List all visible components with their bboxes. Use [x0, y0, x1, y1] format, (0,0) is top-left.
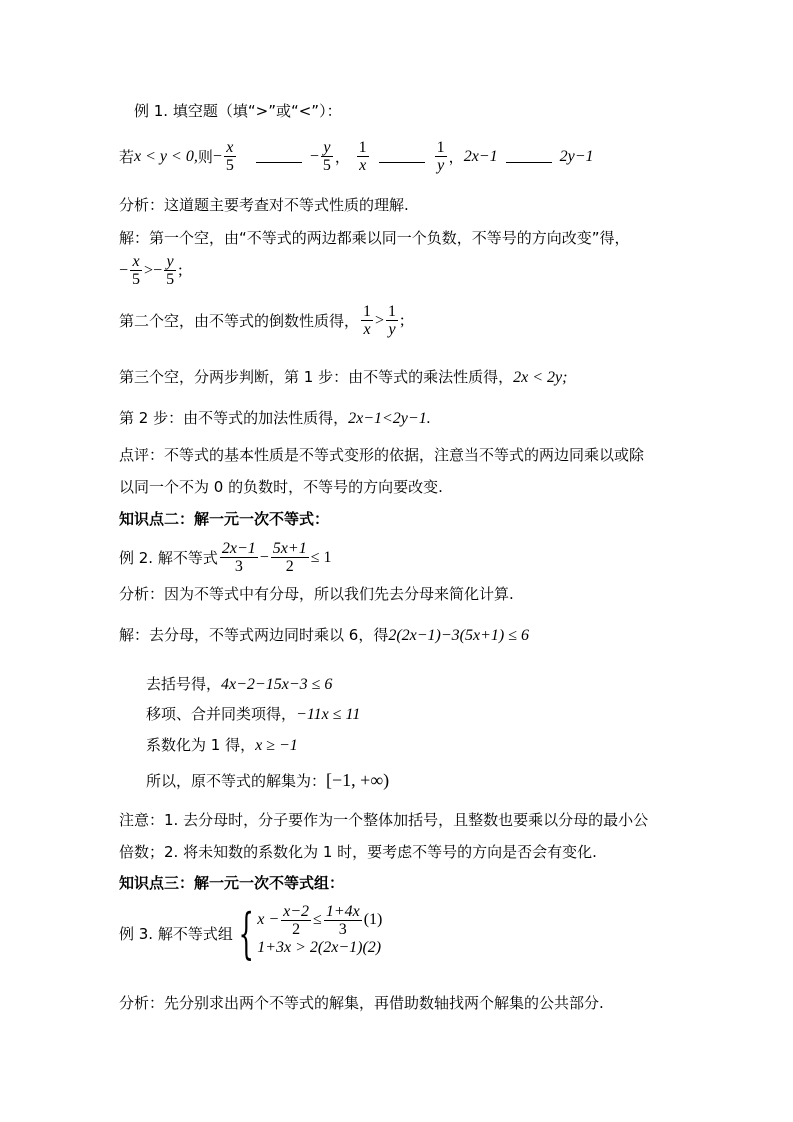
kp2-step4-text: 所以，原不等式的解集为： [146, 772, 327, 790]
ex1-prompt: 若 x < y < 0, 则 − $\frac{x}{5}$ − $\frac{y}{5}$ ， $\frac{1}{x}$ $\frac{1}{y}$ ， 2x−1 2y−1 [119, 139, 594, 174]
kp2-step2 [146, 704, 360, 725]
ex1-comment-line1: 点评：不等式的基本性质是不等式变形的依据，注意当不等式的两边同乘以或除 [119, 446, 645, 464]
frac-1-over-x: $\frac{1}{x}$ [358, 139, 367, 174]
blank-3[interactable] [506, 150, 552, 163]
left-brace-icon: { [238, 902, 254, 965]
kp2-step2-expr: −11x ≤ 11 [296, 706, 361, 723]
frac-2x-1-over-3: $\frac{2x-1}{3}$ [221, 540, 256, 575]
kp2-ex-label: 例 2. 解不等式 [119, 548, 218, 567]
ex1-analysis: 分析：这道题主要考查对不等式性质的理解. [119, 196, 409, 214]
ex1-solution-1: − $\frac{x}{5}$ > − $\frac{y}{5}$ ; [119, 253, 183, 288]
relation-gt: > [144, 261, 154, 279]
ex1-title: 例 1. 填空题（填“>”或“<”）： [134, 102, 342, 120]
inequality-system [257, 902, 383, 962]
frac-neg-y-over-5: $\frac{y}{5}$ [322, 139, 331, 174]
kp3-example [119, 902, 383, 965]
ex1-prompt-then: 则 [197, 147, 213, 166]
kp2-step3 [146, 735, 298, 756]
kp2-heading: 知识点二：解一元一次不等式： [119, 510, 330, 528]
ex1-comment-line2: 以同一个不为 0 的负数时，不等号的方向要改变. [119, 478, 443, 496]
kp2-step3-text: 系数化为 1 得， [146, 736, 256, 754]
kp2-analysis: 分析：因为不等式中有分母，所以我们先去分母来简化计算. [119, 585, 514, 603]
frac-x-2-over-2: $\frac{x-2}{2}$ [283, 902, 310, 938]
line1-tag: (1) [363, 911, 383, 928]
line1-a: x − [257, 911, 280, 928]
kp2-ineq-tail: ≤ 1 [310, 548, 332, 566]
frac-1-over-y: $\frac{1}{y}$ [436, 139, 445, 174]
system-line-2: 1+3x > 2(2x−1)(2) [257, 939, 382, 956]
frac-1+4x-over-3: $\frac{1+4x}{3}$ [325, 902, 360, 938]
kp3-analysis: 分析：先分别求出两个不等式的解集，再借助数轴找两个解集的公共部分. [119, 994, 604, 1012]
ex1-condition: x < y < 0, [134, 147, 198, 165]
kp2-step2-text: 移项、合并同类项得， [146, 705, 297, 723]
kp2-note-line1: 注意：1. 去分母时，分子要作为一个整体加括号，且整数也要乘以分母的最小公 [119, 811, 649, 829]
kp2-step0-expr: 2(2x−1)−3(5x+1) ≤ 6 [388, 627, 530, 644]
kp2-step0-text: 解：去分母，不等式两边同时乘以 6，得 [119, 626, 389, 644]
sol-3-expr: 2x < 2y; [513, 369, 568, 386]
kp2-note-line2: 倍数；2. 将未知数的系数化为 1 时，要考虑不等号的方向是否会有变化. [119, 843, 597, 861]
frac-1-over-x: $\frac{1}{x}$ [363, 303, 372, 338]
kp2-step1-expr: 4x−2−15x−3 ≤ 6 [221, 676, 333, 693]
kp2-step3-expr: x ≥ −1 [255, 737, 298, 754]
system-line-1 [257, 902, 383, 938]
blank-2[interactable] [379, 150, 425, 163]
kp3-heading: 知识点三：解一元一次不等式组： [119, 874, 345, 892]
ex1-solution-4 [119, 408, 431, 429]
kp2-example: 例 2. 解不等式 $\frac{2x-1}{3}$ − $\frac{5x+1}{2}$ ≤ 1 [119, 540, 332, 575]
kp2-step1-text: 去括号得， [146, 675, 222, 693]
ex1-prompt-prefix: 若 [119, 147, 135, 166]
sol-3-text: 第三个空，分两步判断，第 1 步：由不等式的乘法性质得， [119, 368, 514, 386]
expr-2x-1: 2x−1 [463, 147, 498, 165]
frac-neg-x-over-5: $\frac{x}{5}$ [132, 253, 141, 288]
kp3-ex-label: 例 3. 解不等式组 [119, 925, 233, 943]
sol-4-expr: 2x−1<2y−1. [348, 410, 431, 427]
frac-neg-y-over-5: $\frac{y}{5}$ [166, 253, 175, 288]
kp2-step4-expr: [−1, +∞) [326, 770, 390, 790]
relation-gt: > [375, 311, 385, 329]
ex1-solution-3 [119, 367, 567, 388]
blank-1[interactable] [256, 150, 302, 163]
frac-neg-x-over-5: $\frac{x}{5}$ [225, 139, 234, 174]
frac-1-over-y: $\frac{1}{y}$ [388, 303, 397, 338]
kp2-step1 [146, 674, 332, 695]
kp2-step0 [119, 625, 529, 646]
expr-2y-1: 2y−1 [559, 147, 594, 165]
kp2-step4 [146, 770, 389, 791]
ex1-solution-2: 第二个空，由不等式的倒数性质得， $\frac{1}{x}$ > $\frac{1}{y}$ ; [119, 303, 405, 338]
sol-4-text: 第 2 步：由不等式的加法性质得， [119, 409, 349, 427]
ex1-solution-intro: 解：第一个空，由“不等式的两边都乘以同一个负数，不等号的方向改变”得， [119, 229, 630, 247]
sol-2-text: 第二个空，由不等式的倒数性质得， [119, 311, 360, 330]
line1-rel: ≤ [313, 911, 322, 928]
frac-5x+1-over-2: $\frac{5x+1}{2}$ [272, 540, 307, 575]
